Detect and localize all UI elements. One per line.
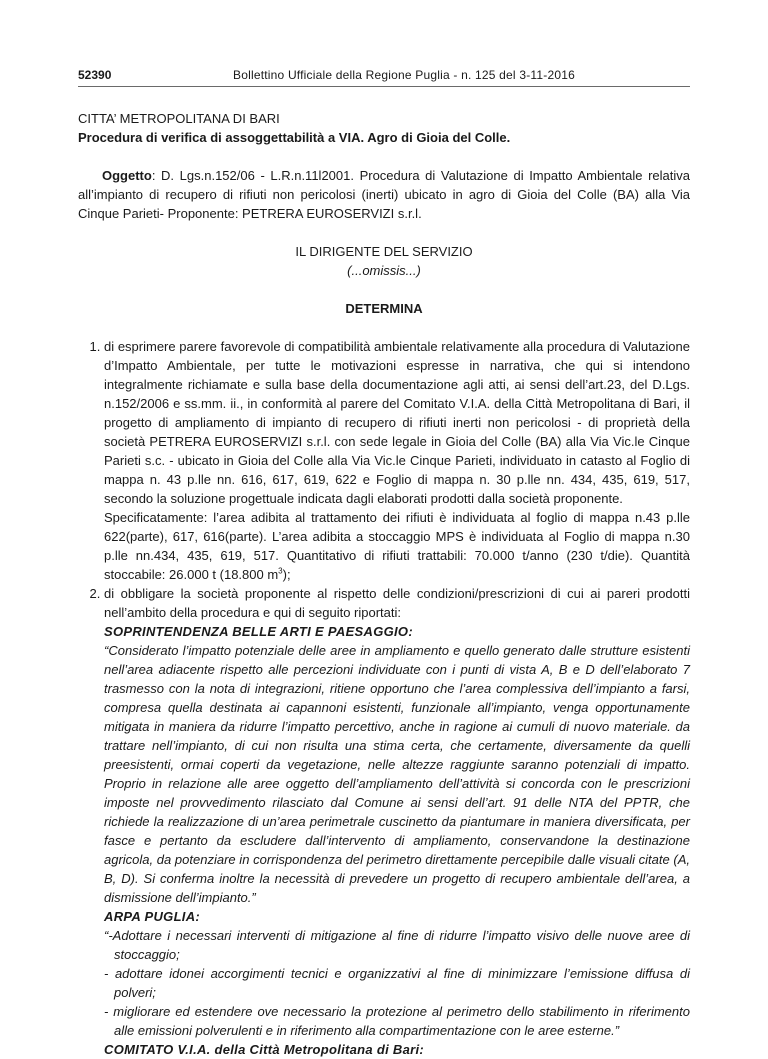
item1-spec-end: ); — [282, 567, 291, 582]
arpa-prescriptions — [104, 926, 690, 1040]
arpa-item: “-Adottare i necessari interventi di mitigazione al fine di ridurre l’impatto visivo delle nuove aree di stoccaggio; — [104, 928, 690, 962]
item1-text: 1. di esprimere parere favorevole di compatibilità ambientale relativamente alla procedura di Valutazione d’Impatto Ambientale, per tutte le motivazioni espresse in narrativa, che qui si intendono integralmente richiamate e sulla base della documentazione agli atti, ai sensi dell’art.23, del D.Lgs. n.152/2006 e ss.mm. ii., in conformità al parere del Comitato V.I.A. della Città Metropolitana di Bari, il progetto di ampliamento di impianto di recupero di rifiuti inerti non pericolosi - di proprietà della società PETRERA EUROSERVIZI s.r.l. con sede legale in Gioia del Colle (BA) alla Via Vic.le Cinque Parieti s.c. - ubicato in Gioia del Colle alla Via Vic.le Cinque Parieti, individuato in catasto al Foglio di mappa n. 43 p.lle nn. 616, 617, 619, 622 e Foglio di mappa n. 30 p.lle nn. 434, 435, 619, 517, secondo la soluzione progettuale indicata dagli elaborati prodotti dalla società proponente. — [104, 339, 690, 506]
document-body — [78, 109, 690, 1059]
superscript-3: 3 — [278, 566, 283, 576]
item1-specification — [104, 508, 690, 584]
comitato-heading: COMITATO V.I.A. della Città Metropolitana di Bari: — [104, 1042, 425, 1057]
subject-label: Oggetto — [102, 168, 152, 183]
running-head: Bollettino Ufficiale della Regione Puglia - n. 125 del 3-11-2016 — [233, 68, 575, 82]
soprintendenza-heading: SOPRINTENDENZA BELLE ARTI E PAESAGGIO: — [104, 624, 413, 639]
list-item-2 — [104, 584, 690, 1059]
arpa-item: - adottare idonei accorgimenti tecnici e organizzativi al fine di minimizzare l’emissione diffusa di polveri; — [104, 966, 690, 1000]
list-item-1 — [104, 337, 690, 584]
dirigente-heading: IL DIRIGENTE DEL SERVIZIO — [295, 244, 473, 259]
document-title: Procedura di verifica di assoggettabilità a VIA. Agro di Gioia del Colle. — [78, 130, 511, 145]
issuing-authority: CITTA’ METROPOLITANA DI BARI — [78, 111, 280, 126]
arpa-heading: ARPA PUGLIA: — [104, 909, 201, 924]
subject-paragraph — [78, 166, 690, 223]
item1-spec-text: Specificatamente: l’area adibita al trattamento dei rifiuti è individuata al foglio di mappa n.43 p.lle 622(parte), 617, 616(parte). L’area adibita a stoccaggio MPS è individuata al Foglio di mappa n.30 p.lle nn.434, 435, 619, 517. Quantitativo di rifiuti trattabili: 70.000 t/anno (230 t/die). Quantità stoccabile: 26.000 t (18.800 m — [104, 510, 690, 582]
determina-heading: DETERMINA — [345, 301, 423, 316]
item2-text: 2. di obbligare la società proponente al rispetto delle condizioni/prescrizioni di cui ai pareri prodotti nell’ambito della procedura e qui di seguito riportati: — [104, 586, 690, 620]
subject-text: : D. Lgs.n.152/06 - L.R.n.11l2001. Procedura di Valutazione di Impatto Ambientale relativa all’impianto di recupero di rifiuti non pericolosi (inerti) ubicato in agro di Gioia del Colle (BA) alla Via Cinque Parieti- Proponente: PETRERA EUROSERVIZI s.r.l. — [78, 168, 690, 221]
determination-list — [78, 337, 690, 1059]
arpa-item: - migliorare ed estendere ove necessario la protezione al perimetro dello stabilimento in riferimento alle emissioni polverulenti e in riferimento alla compartimentazione con le aree esterne.” — [104, 1004, 690, 1038]
soprintendenza-quote: “Considerato l’impatto potenziale delle aree in ampliamento e quello generato dalle strutture esistenti nell’area adiacente rispetto alle percezioni individuate con i punti di vista A, B e D dell’elaborato 7 trasmesso con la nota di integrazioni, ritiene opportuno che l’area complessiva dell’impianto a farsi, compresa quella destinata ai capannoni esistenti, funzionale all’impianto, venga opportunamente mitigata in maniera da ridurre l’impatto percettivo, anche in ragione ai cumuli di nuovo materiale. da trattare nell’impianto, di cui non risulta una stima certa, che certamente, diversamente da quelli preesistenti, ormai coperti da vegetazione, nelle altezze raggiunte saranno potenziali di impatto. Proprio in relazione alle aree oggetto dell’ampliamento dell’attività si concorda con le prescrizioni imposte nel provvedimento rilasciato dal Comune ai sensi dell’art. 91 delle NTA del PPTR, che richiede la realizzazione di un’area perimetrale cuscinetto da piantumare in maniera diversificata, per fasce e pertanto da escludere dall’intervento di ampliamento, conservandone la destinazione agricola, da potenziare in corrispondenza del perimetro direttamente percepibile dalle visuali citate (A, B, D). Si conferma inoltre la necessità di prevedere un progetto di recupero ambientale dell’area, a dismissione dell’impianto.” — [104, 643, 690, 905]
omissis-note: (...omissis...) — [347, 263, 421, 278]
page-number: 52390 — [78, 68, 112, 82]
page-header — [78, 66, 690, 87]
